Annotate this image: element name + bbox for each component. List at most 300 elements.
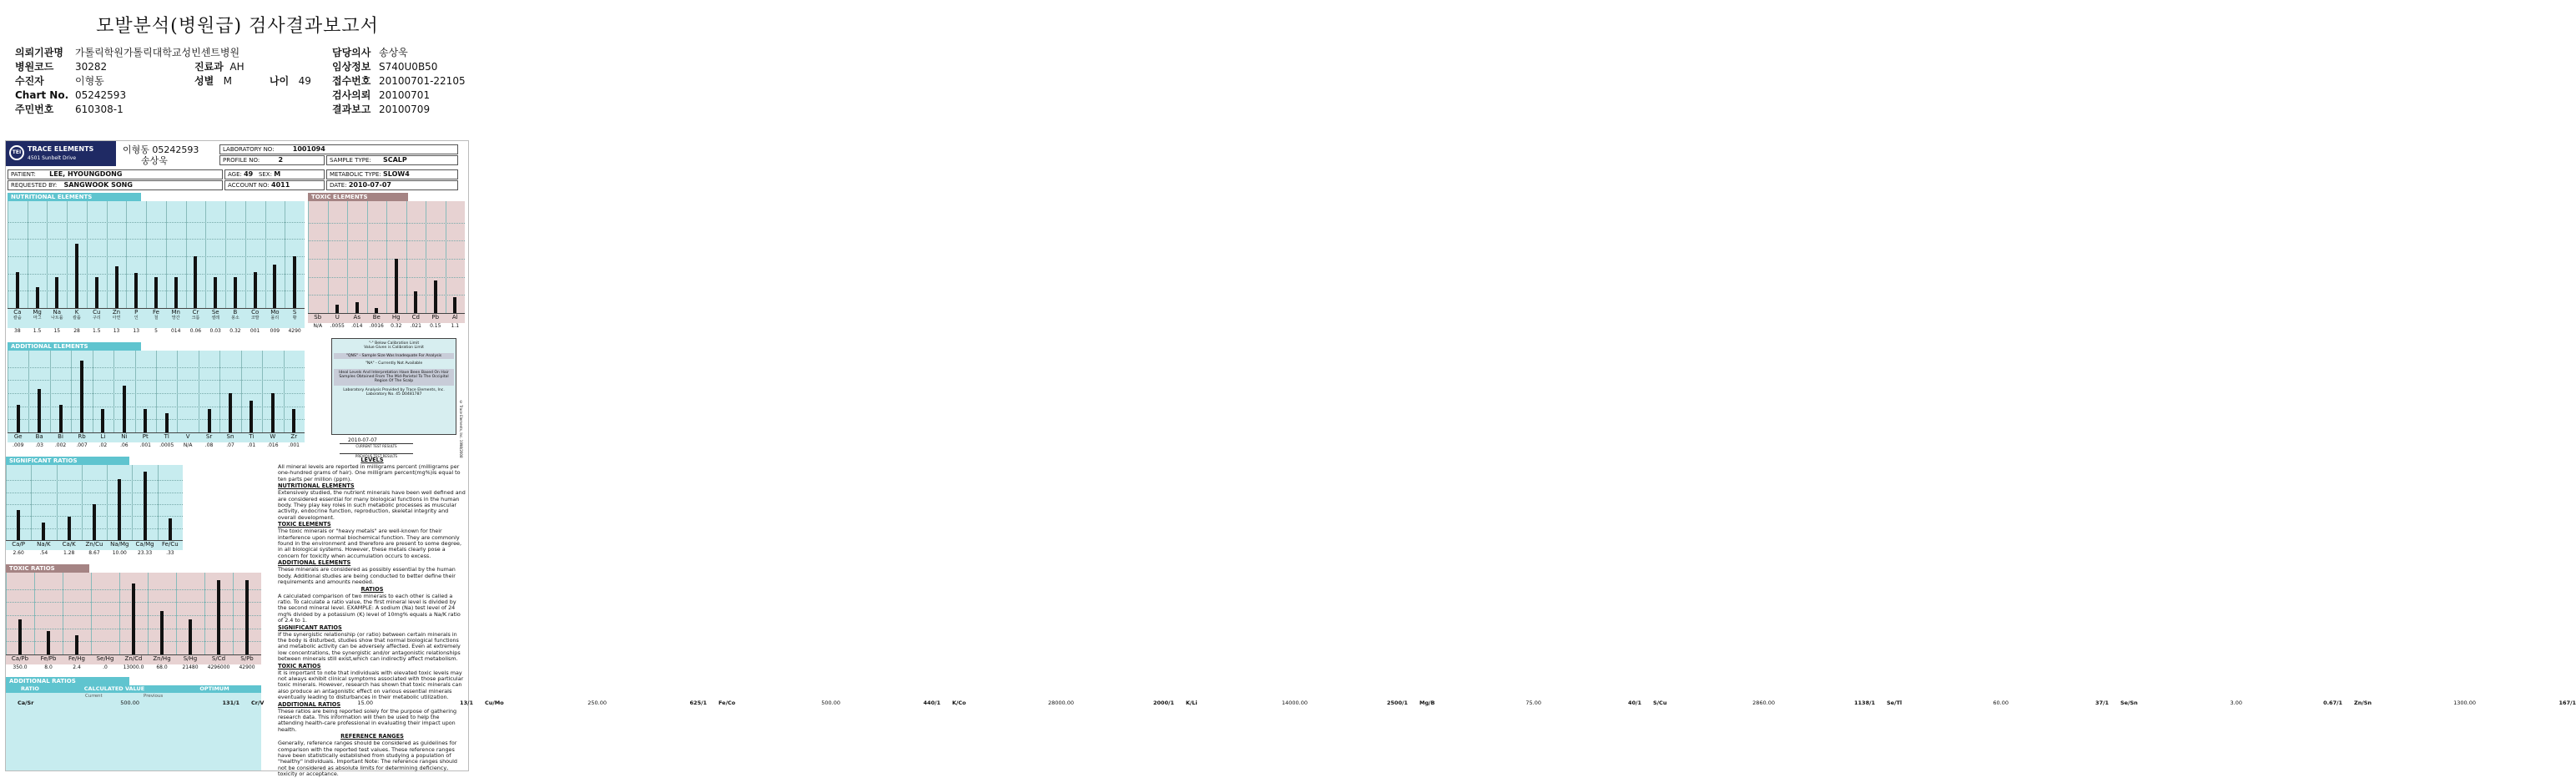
ratio-optimum: 2000/1 bbox=[1153, 700, 1174, 706]
additional-label: Bi bbox=[58, 433, 63, 440]
additional-value: .002 bbox=[50, 442, 71, 449]
clinical-label: 임상정보 bbox=[332, 61, 371, 73]
nutritional-column bbox=[126, 201, 127, 308]
additional-ratios-heading: ADDITIONAL RATIOS bbox=[6, 677, 129, 686]
nutritional-column bbox=[245, 201, 246, 308]
additional-value: .001 bbox=[284, 442, 305, 449]
nutritional-bar bbox=[154, 277, 158, 308]
explanation-heading: ADDITIONAL RATIOS bbox=[278, 700, 341, 708]
ratio-optimum: 440/1 bbox=[923, 700, 940, 706]
toxic-ratios-label: Se/Hg bbox=[96, 655, 114, 662]
toxic-column bbox=[406, 201, 407, 313]
significant-value: 23.33 bbox=[132, 550, 157, 557]
date-box: DATE: 2010-07-07 bbox=[326, 180, 458, 190]
nutritional-korean-label: 코발 bbox=[250, 316, 260, 321]
additional-label: Ge bbox=[13, 433, 23, 440]
toxic-ratios-label: S/Pb bbox=[240, 655, 254, 662]
tei-logo-icon: TEI bbox=[9, 145, 24, 160]
nutritional-korean-label: 칼륨 bbox=[73, 316, 81, 321]
nutritional-value: 0.03 bbox=[205, 328, 225, 335]
additional-bar bbox=[144, 409, 147, 432]
additional-label: V bbox=[185, 433, 190, 440]
toxic-value: .0016 bbox=[367, 323, 387, 330]
nutritional-label: Mg bbox=[33, 309, 42, 316]
toxic-ratios-column bbox=[6, 573, 7, 654]
org-label: 의뢰기관명 bbox=[15, 47, 63, 58]
toxic-ratios-value: 350.0 bbox=[6, 664, 34, 671]
ratio-optimum: 13/1 bbox=[460, 700, 473, 706]
nutritional-gridline bbox=[8, 222, 305, 223]
significant-bar bbox=[42, 523, 45, 541]
toxic-ratios-value: 2.4 bbox=[63, 664, 91, 671]
significant-value: .33 bbox=[158, 550, 183, 557]
significant-column bbox=[132, 465, 133, 540]
toxic-value: 0.15 bbox=[426, 323, 446, 330]
additional-column bbox=[28, 351, 29, 432]
nutritional-bar bbox=[293, 256, 296, 308]
explanation-text: The toxic minerals or "heavy metals" are well-known for their interference upon normal biochemical function. They are commonly found in the environment and therefore are present to some degree, in all biological systems. However, these metals clearly pose a concern for toxicity when accumulation occurs to excess. bbox=[278, 528, 462, 559]
nutritional-label: S bbox=[292, 309, 297, 316]
sample-box: SAMPLE TYPE: SCALP bbox=[326, 155, 458, 165]
nutritional-bar bbox=[273, 265, 276, 308]
toxic-ratios-value: 21480 bbox=[176, 664, 204, 671]
significant-label: Zn/Cu bbox=[85, 541, 103, 548]
sex-label: 성별 bbox=[194, 75, 214, 87]
dept-label: 진료과 bbox=[194, 61, 224, 73]
ratio-name: Se/Tl bbox=[1887, 700, 1903, 706]
ratio-name: Zn/Sn bbox=[2354, 700, 2372, 706]
toxic-ratios-bar bbox=[18, 619, 22, 654]
nutritional-gridline bbox=[8, 256, 305, 257]
age-sex-box: AGE: 49 SEX: M bbox=[224, 169, 325, 179]
ratio-row bbox=[707, 700, 940, 706]
toxic-ratios-label: Ca/Pb bbox=[11, 655, 29, 662]
toxic-bar bbox=[414, 291, 417, 313]
legend-caption: CURRENT TEST RESULTS bbox=[340, 443, 413, 448]
nutritional-gridline bbox=[8, 239, 305, 240]
toxic-column bbox=[308, 201, 309, 313]
toxic-chart bbox=[308, 201, 465, 330]
toxic-ratios-value: 42900 bbox=[233, 664, 261, 671]
nutritional-bar bbox=[194, 256, 197, 308]
report-date-label: 결과보고 bbox=[332, 104, 371, 115]
significant-chart bbox=[6, 465, 183, 557]
significant-gridline bbox=[6, 480, 183, 481]
explanation-text: It is important to note that individuals with elevated toxic levels may not always exhibit clinical symptoms associated with those particular toxic minerals. However, research has shown that toxic minerals can also produce an antagonistic effect on various essential minerals eventually leading to disturbances in their metabolic utilization. bbox=[278, 669, 464, 701]
toxic-ratios-column bbox=[204, 573, 205, 654]
ratio-name: Fe/Co bbox=[718, 700, 736, 706]
additional-bar bbox=[229, 393, 232, 432]
ratio-name: S/Cu bbox=[1653, 700, 1667, 706]
age-field bbox=[270, 75, 311, 88]
toxic-column bbox=[347, 201, 348, 313]
account-box: ACCOUNT NO: 4011 bbox=[224, 180, 325, 190]
chart-no-label: Chart No. bbox=[15, 89, 69, 101]
significant-column bbox=[6, 465, 7, 540]
explanation-text: Extensively studied, the nutrient minerals have been well defined and are considered essential for many biological functions in the human body. They play key roles in such metabolic processes as muscular activity, endocrine function, reproduction, skeletal integrity and overall development. bbox=[278, 489, 466, 521]
ratio-row bbox=[940, 700, 1174, 706]
significant-bar bbox=[144, 472, 147, 540]
nutritional-bar bbox=[75, 244, 78, 308]
page-title: 모발분석(병원급) 검사결과보고서 bbox=[96, 16, 379, 37]
hair-analysis-report bbox=[5, 140, 2576, 778]
explanations bbox=[278, 457, 466, 778]
nutritional-value: 014 bbox=[166, 328, 186, 335]
patient-box: PATIENT: LEE, HYOUNGDONG bbox=[8, 169, 223, 179]
toxic-ratios-value: 8.0 bbox=[34, 664, 63, 671]
toxic-ratios-bar bbox=[245, 580, 249, 654]
explanation-heading: ADDITIONAL ELEMENTS bbox=[278, 559, 351, 567]
toxic-value: .0055 bbox=[328, 323, 348, 330]
ratio-name: Se/Sn bbox=[2120, 700, 2138, 706]
significant-column bbox=[82, 465, 83, 540]
toxic-ratios-column bbox=[34, 573, 35, 654]
additional-label: Pt bbox=[142, 433, 149, 440]
additional-column bbox=[241, 351, 242, 432]
toxic-ratios-label: Zn/Hg bbox=[153, 655, 171, 662]
nutritional-chart bbox=[8, 201, 305, 334]
nutritional-value: 1.5 bbox=[28, 328, 48, 335]
toxic-bar bbox=[335, 305, 339, 313]
additional-value: .06 bbox=[113, 442, 134, 449]
additional-label: Tl bbox=[164, 433, 169, 440]
toxic-value: 0.32 bbox=[386, 323, 406, 330]
org-value: 가톨릭학원가톨릭대학교성빈센트병원 bbox=[75, 47, 240, 58]
significant-column bbox=[107, 465, 108, 540]
patient-label: 수진자 bbox=[15, 75, 44, 87]
toxic-column bbox=[328, 201, 329, 313]
nutritional-korean-label: 칼슘 bbox=[13, 316, 22, 321]
toxic-ratios-column bbox=[176, 573, 177, 654]
additional-value: .001 bbox=[135, 442, 156, 449]
chart-no-value: 05242593 bbox=[75, 89, 127, 101]
toxic-ratios-bar bbox=[75, 635, 78, 655]
additional-bar bbox=[17, 405, 20, 432]
nutritional-bar bbox=[214, 277, 217, 308]
additional-column bbox=[71, 351, 72, 432]
nutritional-label: Cr bbox=[192, 309, 199, 316]
toxic-bar bbox=[434, 280, 437, 313]
toxic-ratios-value-strip bbox=[6, 654, 261, 655]
additional-label: Rb bbox=[78, 433, 86, 440]
additional-value: N/A bbox=[177, 442, 198, 449]
hospital-code-label: 병원코드 bbox=[15, 61, 54, 73]
nutritional-label: Cu bbox=[93, 309, 101, 316]
age-value: 49 bbox=[298, 75, 311, 87]
request-date-value: 20100701 bbox=[379, 89, 431, 101]
nutritional-column bbox=[107, 201, 108, 308]
ratio-value: 500.00 bbox=[120, 700, 139, 706]
ratio-value: 15.00 bbox=[357, 700, 373, 706]
additional-label: W bbox=[270, 433, 276, 440]
toxic-value: 1.1 bbox=[446, 323, 466, 330]
explanation-heading: SIGNIFICANT RATIOS bbox=[278, 624, 342, 631]
ratios-subheader-row: Current Previous bbox=[85, 694, 164, 699]
nutritional-bar bbox=[174, 277, 178, 308]
additional-bar bbox=[101, 409, 104, 432]
age-label: 나이 bbox=[270, 75, 290, 87]
ratio-value: 3.00 bbox=[2230, 700, 2242, 706]
additional-column bbox=[219, 351, 220, 432]
nutritional-value: 1.5 bbox=[87, 328, 107, 335]
toxic-label: Cd bbox=[411, 314, 420, 321]
resident-no-label: 주민번호 bbox=[15, 104, 54, 115]
additional-value: .01 bbox=[241, 442, 262, 449]
nutritional-bar bbox=[234, 277, 237, 308]
explanation-heading: REFERENCE RANGES bbox=[340, 733, 404, 740]
nutritional-label: B bbox=[233, 309, 238, 316]
ratio-name: Cu/Mo bbox=[485, 700, 504, 706]
nutritional-column bbox=[186, 201, 187, 308]
nutritional-korean-label: 붕소 bbox=[231, 316, 239, 321]
request-info-right bbox=[332, 47, 474, 118]
report-date-value: 20100709 bbox=[379, 104, 431, 115]
additional-bar bbox=[38, 389, 41, 432]
ratio-value: 1300.00 bbox=[2453, 700, 2476, 706]
additional-bar bbox=[208, 409, 211, 432]
doctor-label: 담당의사 bbox=[332, 47, 371, 58]
metabolic-box: METABOLIC TYPE: SLOW4 bbox=[326, 169, 458, 179]
explanation-text: A calculated comparison of two minerals to each other is called a ratio. To calculate a ratio value, the first mineral level is divided by the second mineral level. EXAMPLE: A sodium (Na) test level of 24 mg% divided by a potassium (K) level of 10mg% equals a Na/K ratio of 2.4 to 1. bbox=[278, 592, 461, 624]
toxic-ratios-column bbox=[233, 573, 234, 654]
nutritional-korean-label: 철 bbox=[154, 316, 159, 321]
toxic-value: .021 bbox=[406, 323, 426, 330]
significant-label: Fe/Cu bbox=[162, 541, 179, 548]
additional-column bbox=[156, 351, 157, 432]
significant-bar bbox=[68, 517, 71, 540]
nutritional-gridline bbox=[8, 274, 305, 275]
ratio-optimum: 37/1 bbox=[2095, 700, 2109, 706]
nutritional-value-strip bbox=[8, 308, 305, 309]
explanation-text: These minerals are considered as possibly essential by the human body. Additional studies are being conducted to better define their requirements and amounts needed. bbox=[278, 566, 456, 586]
nutritional-value: 38 bbox=[8, 328, 28, 335]
nutritional-heading: NUTRITIONAL ELEMENTS bbox=[8, 193, 141, 202]
nutritional-value: 0.32 bbox=[225, 328, 245, 335]
nutritional-label: Mn bbox=[171, 309, 180, 316]
patient-value: 이형동 bbox=[75, 75, 104, 87]
toxic-ratios-bar bbox=[47, 631, 50, 654]
significant-label: Ca/P bbox=[12, 541, 26, 548]
ratio-optimum: 1138/1 bbox=[1854, 700, 1875, 706]
toxic-label: Hg bbox=[391, 314, 401, 321]
additional-value: .07 bbox=[219, 442, 240, 449]
legend-caption-2: PREVIOUS TEST RESULTS bbox=[340, 453, 413, 458]
explanation-text: If the synergistic relationship (or ratio) between certain minerals in the body is disturbed, studies show that normal biological functions and metabolic activity can be adversely affected. Even at extremely low concentrations, the synergistic and/or antagonistic relationships between minerals still exist,which can indirectly affect metabolism. bbox=[278, 630, 461, 663]
nutritional-value: 13 bbox=[107, 328, 127, 335]
additional-bar bbox=[123, 386, 126, 432]
nutritional-value: 0.06 bbox=[186, 328, 206, 335]
legend-box: "-" Below Calibration Limit Value Given is Calibration Limit "QNS" - Sample Size Was Inadequate For Analysis "NA" - Currently Not Available Ideal Levels And Interpretation Have Been Based On Hair Samples Obtained From The Mid-Parietal To The Occipital Region Of The Scalp Laboratory Analysis Provided by Trace Elements, Inc. Laboratory No. 45 D0481787 bbox=[331, 338, 456, 435]
toxic-ratios-column bbox=[91, 573, 92, 654]
toxic-ratios-bar bbox=[217, 580, 220, 654]
toxic-ratios-label: S/Hg bbox=[183, 655, 198, 662]
significant-bar bbox=[17, 510, 20, 540]
ratio-optimum: 625/1 bbox=[689, 700, 707, 706]
explanation-heading: RATIOS bbox=[360, 585, 384, 593]
lab-number-box: LABORATORY NO: 1001094 bbox=[219, 144, 458, 154]
nutritional-value: 15 bbox=[47, 328, 67, 335]
legend-date: 2010-07-07 bbox=[348, 437, 377, 443]
ratio-name: K/Li bbox=[1186, 700, 1197, 706]
nutritional-bar bbox=[55, 277, 58, 308]
additional-label: Ba bbox=[35, 433, 43, 440]
additional-value: .0005 bbox=[156, 442, 177, 449]
toxic-ratios-chart bbox=[6, 573, 261, 671]
additional-column bbox=[50, 351, 51, 432]
additional-bar bbox=[80, 361, 83, 432]
dept-value: AH bbox=[229, 61, 244, 73]
nutritional-bar bbox=[115, 266, 118, 308]
nutritional-korean-label: 망간 bbox=[171, 316, 180, 321]
explanation-heading: TOXIC RATIOS bbox=[278, 662, 321, 669]
ratio-value: 60.00 bbox=[1993, 700, 2009, 706]
significant-value: 1.28 bbox=[57, 550, 82, 557]
ratio-row bbox=[6, 700, 239, 706]
ratio-optimum: 40/1 bbox=[1628, 700, 1641, 706]
additional-heading: ADDITIONAL ELEMENTS bbox=[8, 342, 141, 351]
nutritional-korean-label: 몰리 bbox=[270, 316, 280, 321]
nutritional-label: Zn bbox=[112, 309, 121, 316]
toxic-label: Pb bbox=[431, 314, 440, 321]
resident-no-value: 610308-1 bbox=[75, 104, 124, 115]
profile-box: PROFILE NO: 2 bbox=[219, 155, 325, 165]
additional-bar bbox=[292, 409, 295, 432]
nutritional-korean-label: 황 bbox=[292, 316, 297, 321]
additional-column bbox=[113, 351, 114, 432]
significant-heading: SIGNIFICANT RATIOS bbox=[6, 457, 129, 466]
nutritional-value: 4290 bbox=[285, 328, 305, 335]
nutritional-korean-label: 인 bbox=[134, 316, 139, 321]
hospital-code-value: 30282 bbox=[75, 61, 108, 73]
toxic-bar bbox=[355, 302, 359, 313]
nutritional-bar bbox=[254, 272, 257, 308]
nutritional-label: Fe bbox=[153, 309, 159, 316]
ratio-value: 2860.00 bbox=[1752, 700, 1775, 706]
sex-field bbox=[194, 75, 232, 88]
clinical-value: S740U0B50 bbox=[379, 61, 438, 73]
toxic-ratios-value: 4296000 bbox=[204, 664, 233, 671]
toxic-ratios-bar bbox=[160, 611, 164, 654]
toxic-column bbox=[367, 201, 368, 313]
toxic-label: Al bbox=[451, 314, 458, 321]
significant-column bbox=[57, 465, 58, 540]
explanation-text: Generally, reference ranges should be considered as guidelines for comparison with the reported test values. These reference ranges have been statistically established from studying a population of "healthy" individuals. Important Note: The reference ranges should not be considered as absolute limits for determining deficiency, toxicity or acceptance. bbox=[278, 740, 457, 778]
nutritional-column bbox=[67, 201, 68, 308]
ratio-name: Cr/V bbox=[251, 700, 265, 706]
ratio-optimum: 131/1 bbox=[222, 700, 239, 706]
toxic-ratios-value: 68.0 bbox=[148, 664, 176, 671]
doctor-value: 송상욱 bbox=[379, 47, 408, 58]
additional-label: Ti bbox=[249, 433, 255, 440]
ratio-row bbox=[2342, 700, 2576, 706]
additional-column bbox=[135, 351, 136, 432]
toxic-label: Sb bbox=[314, 314, 322, 321]
toxic-ratios-label: Fe/Pb bbox=[40, 655, 57, 662]
toxic-heading: TOXIC ELEMENTS bbox=[308, 193, 408, 202]
requested-box: REQUESTED BY: SANGWOOK SONG bbox=[8, 180, 223, 190]
nutritional-korean-label: 아연 bbox=[112, 316, 121, 321]
additional-bar bbox=[250, 401, 253, 432]
nutritional-column bbox=[146, 201, 147, 308]
ratio-optimum: 2500/1 bbox=[1387, 700, 1408, 706]
ratio-value: 28000.00 bbox=[1047, 700, 1074, 706]
additional-column bbox=[284, 351, 285, 432]
explanation-heading: LEVELS bbox=[360, 457, 384, 463]
significant-column bbox=[31, 465, 32, 540]
nutritional-column bbox=[225, 201, 226, 308]
report-patient-top: 이형동 05242593 송상욱 bbox=[123, 144, 199, 166]
ratio-row bbox=[1174, 700, 1408, 706]
toxic-ratios-column bbox=[148, 573, 149, 654]
explanation-text: All mineral levels are reported in milligrams percent (milligrams per one-hundred grams of hair). One milligram percent(mg%)is equal to ten parts per million (ppm). bbox=[278, 463, 461, 482]
significant-label: Ca/K bbox=[62, 541, 76, 548]
ratio-optimum: 167/1 bbox=[2558, 700, 2576, 706]
nutritional-korean-label: 크롬 bbox=[191, 316, 200, 321]
explanation-text: These ratios are being reported solely for the purpose of gathering research data. This information will then be used to help the attending health-care professional in evaluating their impact upon health. bbox=[278, 707, 457, 733]
toxic-ratios-heading: TOXIC RATIOS bbox=[6, 564, 89, 573]
copyright: © Trace Elements, Inc. 1998/2008 bbox=[459, 400, 463, 458]
additional-bar bbox=[165, 413, 169, 433]
toxic-ratios-column bbox=[119, 573, 120, 654]
nutritional-bar bbox=[134, 273, 138, 308]
toxic-value: N/A bbox=[308, 323, 328, 330]
additional-bar bbox=[59, 405, 63, 432]
nutritional-label: Ca bbox=[13, 309, 22, 316]
significant-label: Na/Mg bbox=[110, 541, 129, 548]
nutritional-bar bbox=[95, 277, 98, 308]
toxic-ratios-bar bbox=[189, 619, 192, 654]
nutritional-value: 13 bbox=[126, 328, 146, 335]
nutritional-column bbox=[205, 201, 206, 308]
ratio-row bbox=[2109, 700, 2342, 706]
nutritional-column bbox=[265, 201, 266, 308]
nutritional-label: K bbox=[74, 309, 79, 316]
nutritional-korean-label: 나트륨 bbox=[51, 316, 63, 321]
ratio-value: 14000.00 bbox=[1281, 700, 1308, 706]
ratio-name: Mg/B bbox=[1419, 700, 1435, 706]
significant-label: Ca/Mg bbox=[135, 541, 154, 548]
additional-label: Sn bbox=[226, 433, 234, 440]
request-date-label: 검사의뢰 bbox=[332, 89, 371, 101]
ratios-header-row: RATIO CALCULATED VALUE OPTIMUM bbox=[6, 685, 261, 693]
nutritional-value: 28 bbox=[67, 328, 87, 335]
nutritional-label: P bbox=[134, 309, 139, 316]
additional-column bbox=[262, 351, 263, 432]
receipt-value: 20100701-22105 bbox=[379, 75, 466, 87]
toxic-value-strip bbox=[308, 313, 465, 314]
ratio-optimum: 0.67/1 bbox=[2323, 700, 2342, 706]
additional-value: .009 bbox=[8, 442, 28, 449]
toxic-ratios-bar bbox=[132, 584, 135, 654]
nutritional-label: Mo bbox=[270, 309, 280, 316]
significant-bar bbox=[118, 479, 121, 540]
additional-chart bbox=[8, 351, 305, 449]
additional-label: Ni bbox=[121, 433, 128, 440]
sex-value: M bbox=[223, 75, 232, 87]
additional-column bbox=[177, 351, 178, 432]
nutritional-label: Se bbox=[211, 309, 219, 316]
ratio-value: 75.00 bbox=[1525, 700, 1541, 706]
toxic-column bbox=[386, 201, 387, 313]
toxic-label: As bbox=[353, 314, 360, 321]
nutritional-value: 5 bbox=[146, 328, 166, 335]
nutritional-column bbox=[87, 201, 88, 308]
ratio-row bbox=[473, 700, 707, 706]
receipt-label: 접수번호 bbox=[332, 75, 371, 87]
additional-label: Li bbox=[100, 433, 106, 440]
toxic-value: .014 bbox=[347, 323, 367, 330]
significant-value-strip bbox=[6, 540, 183, 541]
